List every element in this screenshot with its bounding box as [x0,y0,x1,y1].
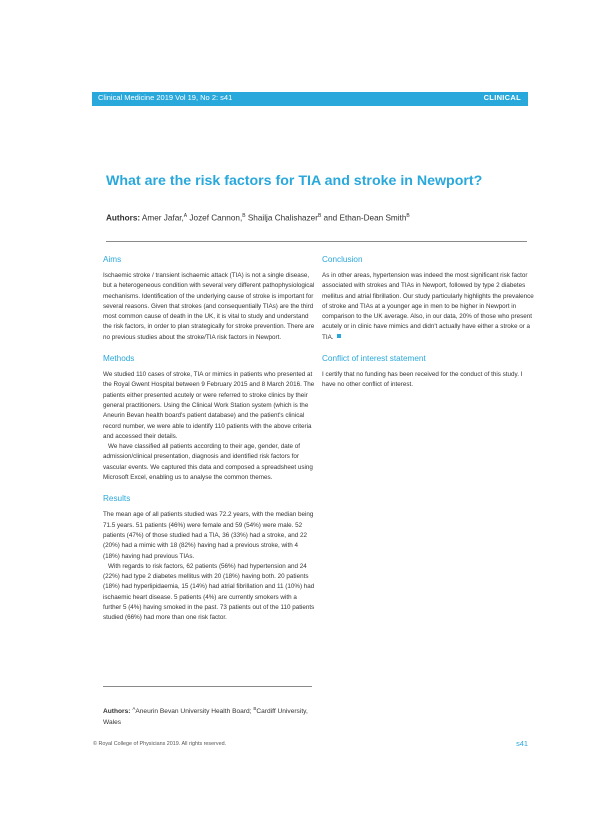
results-paragraph-1: The mean age of all patients studied was 72.2 years, with the median being 71.5 years. 51 patients (46%) were female and 59 (54%) were male. 52 patients (47%) of those studied had a TIA, 36 (33%) had a stroke, and 22 (20%) had a mimic with 18 (82%) having had a previous stroke, with 4 (18%) having had previous TIAs. [103,511,314,560]
author-name: Jozef Cannon, [187,213,243,223]
author-name: and Ethan-Dean Smith [321,213,407,223]
author-affiliation-mark: B [242,213,246,219]
aims-heading: Aims [103,255,122,264]
affiliation-divider [103,686,312,687]
authors-label: Authors: [106,213,141,223]
conclusion-text: As in other areas, hypertension was indeed the most significant risk factor associated with strokes and TIAs in Newport, followed by type 2 diabetes mellitus and atrial fibrillation. Our study particularly highlights the prevalence of stroke and TIAs at a younger age in men to be higher in Newport in comparison to the UK average. Also, in our data, 20% of those who present acutely or in clinic have mimics and didn't actually have either a stroke or a TIA. [322,272,534,341]
end-of-article-mark [337,334,341,338]
results-section [103,494,315,623]
author-affiliation-mark: B [317,213,322,219]
page-number: s41 [516,739,528,748]
title-divider [106,241,527,242]
section-label: CLINICAL [483,93,521,102]
right-column [322,255,536,402]
methods-heading: Methods [103,354,135,364]
conflict-paragraph: I certify that no funding has been received for the conduct of this study. I have no other conflict of interest. [322,371,523,389]
conflict-section [322,354,536,391]
affiliation-text: Aneurin Bevan University Health Board; [135,708,254,716]
article-title: What are the risk factors for TIA and stroke in Newport? [106,173,483,189]
author-name: Shailja Chalishazer [245,213,318,223]
conclusion-heading: Conclusion [322,255,363,264]
methods-paragraph-2: We have classified all patients according to their age, gender, date of admission/clinical presentation, diagnosis and identified risk factors for vascular events. We captured this data and composed a spreadsheet using Microsoft Excel, enabling us to analyse the common themes. [103,443,313,482]
affiliation-mark: B [253,706,257,711]
copyright-notice: © Royal College of Physicians 2019. All rights reserved. [93,741,227,747]
affiliations [103,704,315,728]
conclusion-section [322,255,536,343]
conclusion-paragraph [322,271,536,343]
methods-paragraph-1: We studied 110 cases of stroke, TIA or mimics in patients who presented at the Royal Gwent Hospital between 9 February 2015 and 8 March 2016. The patients either presented acutely or were referred to stroke clinics by their general practitioners. Using the Clinical Work Station system (which is the Aneurin Bevan health board's patient database) and the patient's clinical record number, we were able to identify 110 patients with the above criteria and accessed their details. [103,371,315,440]
author-affiliation-mark: A [183,213,188,219]
methods-section [103,354,315,483]
affiliation-text: Cardiff University, Wales [103,708,308,726]
left-column [103,255,315,635]
author-name: Amer Jafar, [140,213,184,223]
results-paragraph-2: With regards to risk factors, 62 patients (56%) had hypertension and 24 (22%) had type 2 diabetes mellitus with 20 (18%) having both. 20 patients (18%) had hyperlipidaemia, 15 (14%) had atrial fibrillation and 11 (10%) had ischaemic heart disease. 5 patients (4%) are currently smokers with a further 5 (4%) having smoked in the past. 73 patients out of the 110 patients studied (66%) had more than one risk factor. [103,562,315,622]
affiliation-mark: A [132,706,136,711]
affiliations-label: Authors: [103,708,131,716]
author-list [106,213,410,223]
conflict-heading: Conflict of interest statement [322,354,426,364]
aims-section [103,255,315,343]
journal-citation: Clinical Medicine 2019 Vol 19, No 2: s41 [98,93,233,102]
results-heading: Results [103,494,131,504]
journal-header-bar [92,92,528,106]
author-affiliation-mark: B [406,213,410,219]
aims-paragraph: Ischaemic stroke / transient ischaemic attack (TIA) is not a single disease, but a heterogeneous condition with several very different pathophysiological mechanisms. Identification of the underlying cause of stroke is important for several reasons. Given that strokes (and consequentially TIAs) are the third most common cause of death in the UK, it is vital to study and understand the risk factors, in order to plan strategically for stroke prevention. There are no previous studies about the stroke/TIA risk factors in Newport. [103,272,315,341]
